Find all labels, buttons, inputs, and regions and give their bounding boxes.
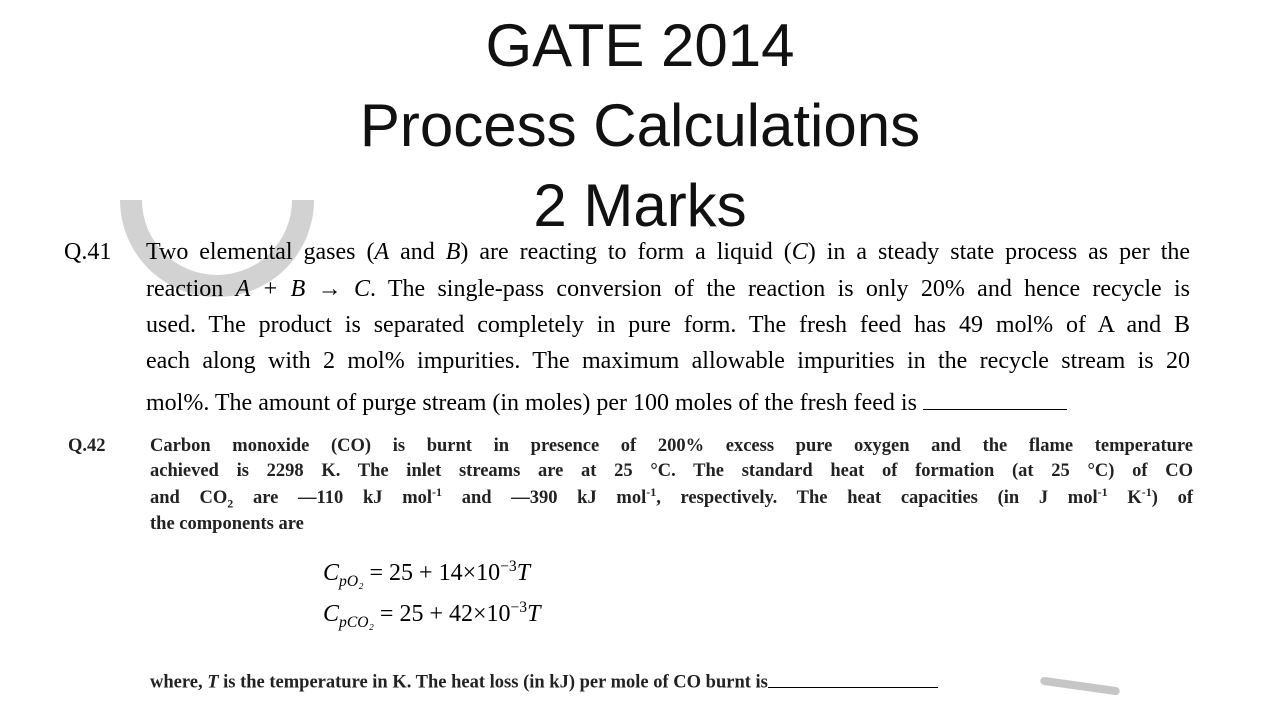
equation-cp-o2: $C_{pO_2} = 25 + 14\times 10^{-3}T$ [323,558,531,590]
answer-blank [923,385,1067,410]
equation-cp-co2: $C_{pCO_2} = 25 + 42\times 10^{-3}T$ [323,599,541,631]
question-line: used. The product is separated completely in pure form. The fresh feed has 49 mol% of A and B [146,312,1190,338]
title-line-3: 2 Marks [533,172,747,239]
question-line: mol%. The amount of purge stream (in moles) per 100 moles of the fresh feed is [146,385,1067,417]
title-line-1: GATE 2014 [485,12,795,79]
question-line: and $CO_2$ are —110 kJ mol$^{-1}$ and —390 kJ mol$^{-1}$, respectively. The heat capacities (in J mol$^{-1}$ $K^{-1}$) of [150,484,1194,511]
question-number: Q.41 [64,239,112,265]
question-line: the components are [150,514,304,534]
watermark-stroke [1040,676,1120,695]
title-line-2: Process Calculations [359,92,921,159]
question-line: achieved is 2298 K. The inlet streams are at 25 °C. The standard heat of formation (at 25 °C) of CO [150,461,1193,481]
question-line: Two elemental gases (A and B) are reacting to form a liquid (C) in a steady state process as per the [146,239,1191,265]
question-number: Q.42 [68,436,106,456]
question-line: reaction A + B → C. The single-pass conversion of the reaction is only 20% and hence recycle is [146,276,1190,302]
answer-blank [768,668,938,688]
question-line: where, T is the temperature in K. The heat loss (in kJ) per mole of CO burnt is [150,668,938,694]
question-line: Carbon monoxide (CO) is burnt in presence of 200% excess pure oxygen and the flame temperature [150,436,1193,456]
question-line: each along with 2 mol% impurities. The maximum allowable impurities in the recycle stream is 20 [146,348,1190,374]
